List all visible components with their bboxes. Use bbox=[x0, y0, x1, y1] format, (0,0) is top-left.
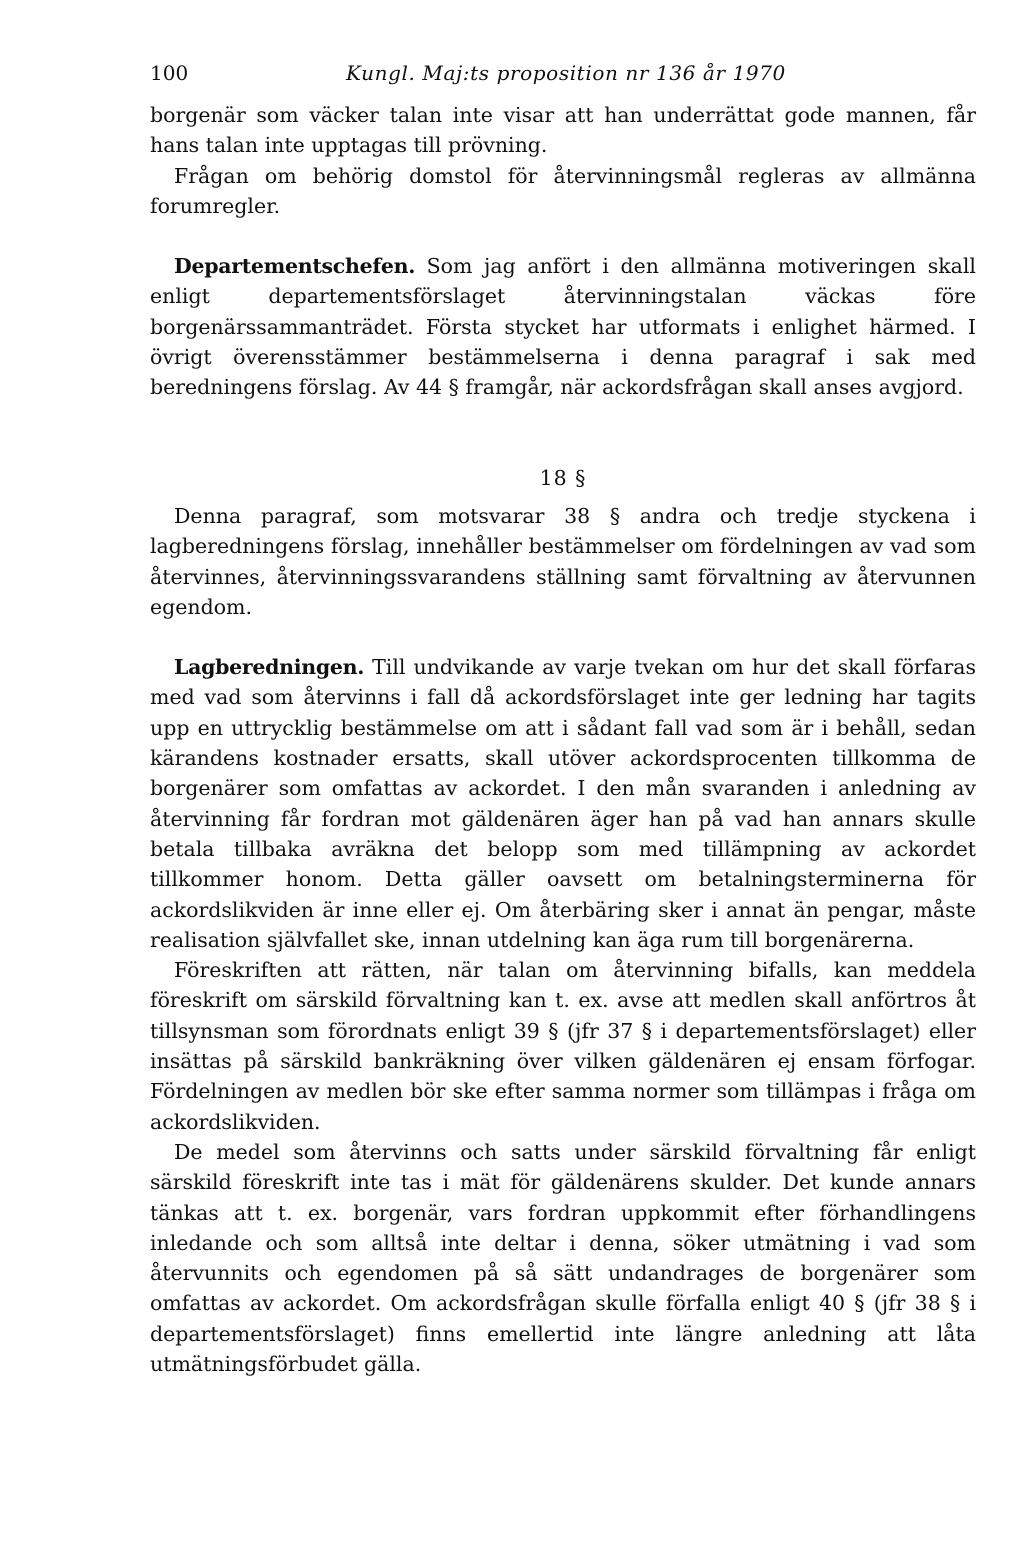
speaker-label-lagberedningen: Lagberedningen. bbox=[174, 655, 365, 680]
page-header bbox=[150, 58, 976, 92]
paragraph-departementschefen-text: Som jag anfört i den allmänna motiveringen skall enligt departementsförslaget återvinningstalan väckas före borgenärssammanträdet. Första stycket har utformats i enlighet härmed. I övrigt överensstämmer bestämmelserna i denna paragraf i sak med beredningens förslag. Av 44 § framgår, när ackordsfrågan skall anses avgjord. bbox=[150, 254, 976, 400]
running-title: Kungl. Maj:ts proposition nr 136 år 1970 bbox=[346, 61, 786, 85]
paragraph-section-intro: Denna paragraf, som motsvarar 38 § andra och tredje styckena i lagberedningens förslag, innehåller bestämmelser om fördelningen av vad som återvinnes, återvinningssvarandens ställning samt förvaltning av återvunnen egendom. bbox=[150, 503, 976, 619]
paragraph-lagberedningen-text: Till undvikande av varje tvekan om hur det skall förfaras med vad som återvinns i fall då ackordsförslaget inte ger ledning har tagits upp en uttrycklig bestämmelse om att i sådant fall vad som är i behåll, sedan kärandens kostnader ersatts, skall utöver ackordsprocenten tillkomma de borgenärer som omfattas av ackordet. I den mån svaranden i anledning av återvinning får fordran mot gäldenären äger han på vad han annars skulle betala tillbaka avräkna det belopp som med tillämpning av ackordet tillkommer honom. Detta gäller oavsett om betalningsterminerna för ackordslikviden är inne eller ej. Om återbäring sker i annat än pengar, måste realisation självfallet ske, innan utdelning kan äga rum till borgenärerna. bbox=[150, 655, 976, 952]
section-heading: 18 § bbox=[539, 465, 587, 490]
paragraph-continuation: borgenär som väcker talan inte visar att han underrättat gode mannen, får hans talan inte upptagas till prövning. bbox=[150, 103, 976, 158]
page-number: 100 bbox=[150, 61, 189, 85]
paragraph-de-medel: De medel som återvinns och satts under särskild förvaltning får enligt särskild föreskrift inte tas i mät för gäldenärens skulder. Det kunde annars tänkas att t. ex. borgenär, vars fordran uppkommit efter förhandlingens inledande och som alltså inte deltar i denna, söker utmätning i vad som återvunnits och egendomen på så sätt undandrages de borgenärer som omfattas av ackordet. Om ackordsfrågan skulle förfalla enligt 40 § (jfr 38 § i departementsförslaget) finns emellertid inte längre anledning att låta utmätningsförbudet gälla. bbox=[150, 1139, 976, 1376]
paragraph-forum-rules: Frågan om behörig domstol för återvinningsmål regleras av allmänna forumregler. bbox=[150, 163, 976, 218]
document-page bbox=[150, 58, 976, 1379]
paragraph-lagberedningen bbox=[150, 652, 976, 955]
speaker-label-departementschefen: Departementschefen. bbox=[174, 254, 416, 279]
paragraph-departementschefen bbox=[150, 251, 976, 402]
paragraph-foreskriften: Föreskriften att rätten, när talan om återvinning bifalls, kan meddela föreskrift om särskild förvaltning kan t. ex. avse att medlen skall anförtros åt tillsynsman som förordnats enligt 39 § (jfr 37 § i departementsförslaget) eller insättas på särskild bankräkning över vilken gäldenären ej ensam förfogar. Fördelningen av medlen bör ske efter samma normer som tillämpas i fråga om ackordslikviden. bbox=[150, 958, 976, 1134]
